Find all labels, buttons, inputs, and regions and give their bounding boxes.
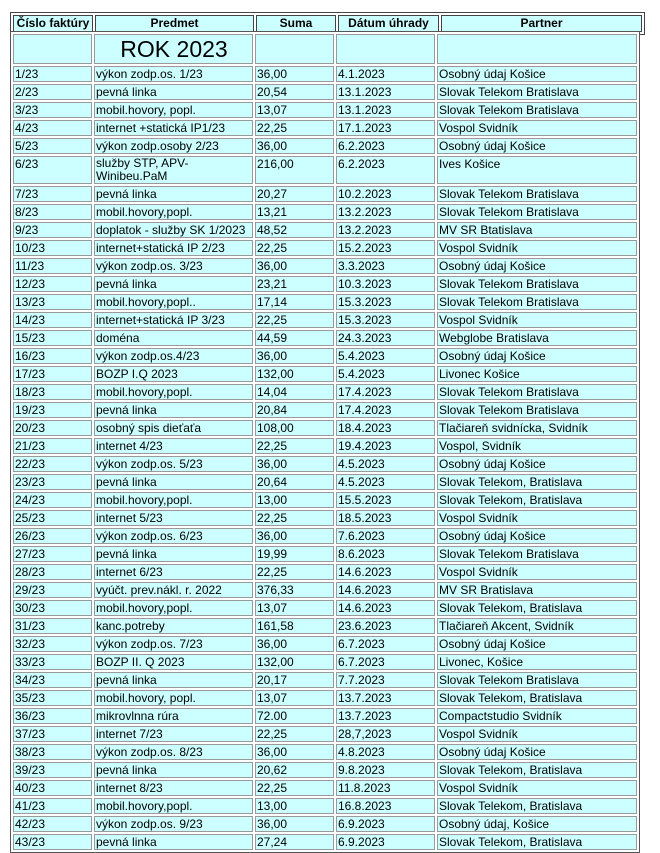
partner-cell: Osobný údaj Košice: [437, 456, 637, 472]
amount-cell: 216,00: [255, 156, 334, 184]
partner-cell: Vospol, Svidník: [437, 438, 637, 454]
payment-date-cell: 17.4.2023: [336, 384, 435, 400]
table-row: [13, 402, 637, 418]
invoice-number-cell: 39/23: [13, 762, 92, 778]
invoice-number-cell: 10/23: [13, 240, 92, 256]
subject-cell: internet +statická IP1/23: [94, 120, 253, 136]
amount-cell: 36,00: [255, 138, 334, 154]
invoice-table: [10, 31, 640, 853]
amount-cell: 17,14: [255, 294, 334, 310]
partner-cell: Vospol Svidník: [437, 312, 637, 328]
table-row: [13, 636, 637, 652]
payment-date-cell: 17.1.2023: [336, 120, 435, 136]
payment-date-cell: 8.6.2023: [336, 546, 435, 562]
subject-cell: pevná linka: [94, 762, 253, 778]
year-empty-cell: [336, 34, 435, 64]
amount-cell: 36,00: [255, 528, 334, 544]
invoice-number-cell: 15/23: [13, 330, 92, 346]
amount-cell: 13,07: [255, 600, 334, 616]
table-row: [13, 528, 637, 544]
payment-date-cell: 24.3.2023: [336, 330, 435, 346]
table-row: [13, 384, 637, 400]
amount-cell: 20,64: [255, 474, 334, 490]
payment-date-cell: 11.8.2023: [336, 780, 435, 796]
invoice-number-cell: 37/23: [13, 726, 92, 742]
invoice-number-cell: 29/23: [13, 582, 92, 598]
table-row: [13, 618, 637, 634]
table-row: [13, 798, 637, 814]
invoice-number-cell: 40/23: [13, 780, 92, 796]
invoice-number-cell: 12/23: [13, 276, 92, 292]
partner-cell: Vospol Svidník: [437, 726, 637, 742]
year-empty-cell: [437, 34, 637, 64]
subject-cell: výkon zodp.os. 3/23: [94, 258, 253, 274]
table-row: [13, 330, 637, 346]
payment-date-cell: 6.9.2023: [336, 816, 435, 832]
payment-date-cell: 19.4.2023: [336, 438, 435, 454]
payment-date-cell: 4.1.2023: [336, 66, 435, 82]
table-row: [13, 366, 637, 382]
partner-cell: Vospol Svidník: [437, 780, 637, 796]
table-row: [13, 546, 637, 562]
invoice-number-cell: 20/23: [13, 420, 92, 436]
partner-cell: Osobný údaj Košice: [437, 258, 637, 274]
subject-cell: mobil.hovory,popl.: [94, 600, 253, 616]
invoice-number-cell: 38/23: [13, 744, 92, 760]
partner-cell: MV SR Bratislava: [437, 582, 637, 598]
subject-cell: mobil.hovory,popl..: [94, 294, 253, 310]
header-amount: Suma: [256, 15, 336, 32]
invoice-number-cell: 35/23: [13, 690, 92, 706]
amount-cell: 13,07: [255, 102, 334, 118]
partner-cell: Slovak Telekom Bratislava: [437, 672, 637, 688]
table-row: [13, 510, 637, 526]
table-row: [13, 204, 637, 220]
payment-date-cell: 14.6.2023: [336, 600, 435, 616]
partner-cell: Osobný údaj Košice: [437, 744, 637, 760]
amount-cell: 36,00: [255, 348, 334, 364]
subject-cell: mikrovlnna rúra: [94, 708, 253, 724]
invoice-number-cell: 13/23: [13, 294, 92, 310]
payment-date-cell: 18.5.2023: [336, 510, 435, 526]
subject-cell: mobil.hovory,popl.: [94, 798, 253, 814]
invoice-number-cell: 2/23: [13, 84, 92, 100]
invoice-number-cell: 42/23: [13, 816, 92, 832]
subject-cell: kanc.potreby: [94, 618, 253, 634]
invoice-number-cell: 14/23: [13, 312, 92, 328]
subject-cell: internet 4/23: [94, 438, 253, 454]
payment-date-cell: 5.4.2023: [336, 348, 435, 364]
partner-cell: Vospol Svidník: [437, 510, 637, 526]
subject-cell: služby STP, APV-Winibeu.PaM: [94, 156, 253, 184]
partner-cell: Slovak Telekom Bratislava: [437, 294, 637, 310]
header-payment-date: Dátum úhrady: [338, 15, 439, 32]
amount-cell: 376,33: [255, 582, 334, 598]
partner-cell: Slovak Telekom, Bratislava: [437, 690, 637, 706]
amount-cell: 36,00: [255, 816, 334, 832]
amount-cell: 13,21: [255, 204, 334, 220]
payment-date-cell: 13.1.2023: [336, 102, 435, 118]
subject-cell: výkon zodp.os.4/23: [94, 348, 253, 364]
payment-date-cell: 3.3.2023: [336, 258, 435, 274]
table-row: [13, 762, 637, 778]
table-row: [13, 600, 637, 616]
invoice-number-cell: 30/23: [13, 600, 92, 616]
subject-cell: pevná linka: [94, 186, 253, 202]
payment-date-cell: 4.5.2023: [336, 456, 435, 472]
partner-cell: Slovak Telekom, Bratislava: [437, 834, 637, 850]
amount-cell: 22,25: [255, 312, 334, 328]
header-partner: Partner: [441, 15, 642, 32]
invoice-number-cell: 21/23: [13, 438, 92, 454]
amount-cell: 36,00: [255, 258, 334, 274]
year-empty-cell: [255, 34, 334, 64]
amount-cell: 72.00: [255, 708, 334, 724]
subject-cell: výkon zodp.os. 1/23: [94, 66, 253, 82]
subject-cell: pevná linka: [94, 834, 253, 850]
subject-cell: výkon zodp.os. 5/23: [94, 456, 253, 472]
subject-cell: pevná linka: [94, 672, 253, 688]
invoice-number-cell: 34/23: [13, 672, 92, 688]
payment-date-cell: 6.7.2023: [336, 636, 435, 652]
table-row: [13, 84, 637, 100]
payment-date-cell: 6.9.2023: [336, 834, 435, 850]
payment-date-cell: 15.3.2023: [336, 294, 435, 310]
payment-date-cell: 28,7,2023: [336, 726, 435, 742]
invoice-number-cell: 22/23: [13, 456, 92, 472]
payment-date-cell: 7.6.2023: [336, 528, 435, 544]
subject-cell: internet+statická IP 2/23: [94, 240, 253, 256]
payment-date-cell: 13.1.2023: [336, 84, 435, 100]
partner-cell: Slovak Telekom Bratislava: [437, 186, 637, 202]
amount-cell: 20,17: [255, 672, 334, 688]
partner-cell: Osobný údaj Košice: [437, 348, 637, 364]
year-label: ROK 2023: [94, 34, 253, 64]
partner-cell: Slovak Telekom, Bratislava: [437, 762, 637, 778]
partner-cell: Slovak Telekom Bratislava: [437, 102, 637, 118]
table-row: [13, 564, 637, 580]
subject-cell: výkon zodp.os. 7/23: [94, 636, 253, 652]
amount-cell: 22,25: [255, 120, 334, 136]
payment-date-cell: 7.7.2023: [336, 672, 435, 688]
table-row: [13, 438, 637, 454]
subject-cell: výkon zodp.os. 6/23: [94, 528, 253, 544]
table-row: [13, 222, 637, 238]
table-row: [13, 102, 637, 118]
payment-date-cell: 13.2.2023: [336, 204, 435, 220]
invoice-number-cell: 23/23: [13, 474, 92, 490]
partner-cell: Slovak Telekom Bratislava: [437, 84, 637, 100]
amount-cell: 13,07: [255, 690, 334, 706]
invoice-number-cell: 7/23: [13, 186, 92, 202]
subject-cell: pevná linka: [94, 276, 253, 292]
amount-cell: 13,00: [255, 798, 334, 814]
payment-date-cell: 6.2.2023: [336, 138, 435, 154]
table-row: [13, 654, 637, 670]
subject-cell: mobil.hovory, popl.: [94, 102, 253, 118]
subject-cell: pevná linka: [94, 474, 253, 490]
payment-date-cell: 15.5.2023: [336, 492, 435, 508]
partner-cell: Slovak Telekom, Bratislava: [437, 798, 637, 814]
table-row: [13, 258, 637, 274]
table-row: [13, 420, 637, 436]
subject-cell: pevná linka: [94, 546, 253, 562]
payment-date-cell: 9.8.2023: [336, 762, 435, 778]
amount-cell: 36,00: [255, 744, 334, 760]
table-row: [13, 294, 637, 310]
table-row: [13, 834, 637, 850]
payment-date-cell: 10.2.2023: [336, 186, 435, 202]
amount-cell: 14,04: [255, 384, 334, 400]
partner-cell: MV SR Btatislava: [437, 222, 637, 238]
partner-cell: Ives Košice: [437, 156, 637, 184]
amount-cell: 22,25: [255, 510, 334, 526]
partner-cell: Livonec, Košice: [437, 654, 637, 670]
subject-cell: BOZP II. Q 2023: [94, 654, 253, 670]
subject-cell: pevná linka: [94, 402, 253, 418]
partner-cell: Slovak Telekom Bratislava: [437, 384, 637, 400]
partner-cell: Compactstudio Svidník: [437, 708, 637, 724]
subject-cell: výkon zodp.os. 8/23: [94, 744, 253, 760]
invoice-number-cell: 25/23: [13, 510, 92, 526]
partner-cell: Slovak Telekom, Bratislava: [437, 492, 637, 508]
table-row: [13, 276, 637, 292]
subject-cell: mobil.hovory, popl.: [94, 690, 253, 706]
payment-date-cell: 15.2.2023: [336, 240, 435, 256]
amount-cell: 27,24: [255, 834, 334, 850]
subject-cell: internet 5/23: [94, 510, 253, 526]
subject-cell: internet 6/23: [94, 564, 253, 580]
partner-cell: Slovak Telekom Bratislava: [437, 546, 637, 562]
header-invoice-number: Číslo faktúry: [13, 15, 93, 32]
invoice-number-cell: 4/23: [13, 120, 92, 136]
invoice-number-cell: 8/23: [13, 204, 92, 220]
invoice-number-cell: 19/23: [13, 402, 92, 418]
invoice-number-cell: 11/23: [13, 258, 92, 274]
partner-cell: Osobný údaj Košice: [437, 636, 637, 652]
invoice-number-cell: 26/23: [13, 528, 92, 544]
invoice-number-cell: 5/23: [13, 138, 92, 154]
invoice-number-cell: 17/23: [13, 366, 92, 382]
amount-cell: 22,25: [255, 726, 334, 742]
amount-cell: 22,25: [255, 438, 334, 454]
amount-cell: 48,52: [255, 222, 334, 238]
table-row: [13, 156, 637, 184]
payment-date-cell: 15.3.2023: [336, 312, 435, 328]
header-subject: Predmet: [95, 15, 254, 32]
invoice-number-cell: 31/23: [13, 618, 92, 634]
year-empty-cell: [13, 34, 92, 64]
invoice-number-cell: 3/23: [13, 102, 92, 118]
invoice-number-cell: 32/23: [13, 636, 92, 652]
subject-cell: pevná linka: [94, 84, 253, 100]
partner-cell: Vospol Svidník: [437, 120, 637, 136]
subject-cell: výkon zodp.os. 9/23: [94, 816, 253, 832]
amount-cell: 36,00: [255, 636, 334, 652]
partner-cell: Slovak Telekom Bratislava: [437, 204, 637, 220]
payment-date-cell: 5.4.2023: [336, 366, 435, 382]
payment-date-cell: 23.6.2023: [336, 618, 435, 634]
partner-cell: Osobný údaj Košice: [437, 66, 637, 82]
payment-date-cell: 4.5.2023: [336, 474, 435, 490]
partner-cell: Webglobe Bratislava: [437, 330, 637, 346]
invoice-number-cell: 16/23: [13, 348, 92, 364]
table-row: [13, 708, 637, 724]
payment-date-cell: 14.6.2023: [336, 564, 435, 580]
amount-cell: 22,25: [255, 780, 334, 796]
table-row: [13, 138, 637, 154]
payment-date-cell: 4.8.2023: [336, 744, 435, 760]
amount-cell: 23,21: [255, 276, 334, 292]
table-row: [13, 120, 637, 136]
table-row: [13, 456, 637, 472]
amount-cell: 161,58: [255, 618, 334, 634]
table-row: [13, 672, 637, 688]
partner-cell: Slovak Telekom, Bratislava: [437, 474, 637, 490]
table-row: [13, 726, 637, 742]
amount-cell: 20,54: [255, 84, 334, 100]
subject-cell: BOZP I.Q 2023: [94, 366, 253, 382]
invoice-number-cell: 33/23: [13, 654, 92, 670]
amount-cell: 44,59: [255, 330, 334, 346]
table-row: [13, 582, 637, 598]
year-row: [13, 34, 637, 64]
amount-cell: 19,99: [255, 546, 334, 562]
amount-cell: 36,00: [255, 66, 334, 82]
invoice-number-cell: 36/23: [13, 708, 92, 724]
amount-cell: 20,62: [255, 762, 334, 778]
table-row: [13, 780, 637, 796]
amount-cell: 132,00: [255, 654, 334, 670]
amount-cell: 132,00: [255, 366, 334, 382]
invoice-number-cell: 43/23: [13, 834, 92, 850]
payment-date-cell: 10.3.2023: [336, 276, 435, 292]
payment-date-cell: 13.7.2023: [336, 690, 435, 706]
invoice-number-cell: 41/23: [13, 798, 92, 814]
subject-cell: vyúčt. prev.nákl. r. 2022: [94, 582, 253, 598]
amount-cell: 22,25: [255, 240, 334, 256]
partner-cell: Tlačiareň svidnícka, Svidník: [437, 420, 637, 436]
table-row: [13, 492, 637, 508]
table-row: [13, 66, 637, 82]
subject-cell: doména: [94, 330, 253, 346]
amount-cell: 108,00: [255, 420, 334, 436]
table-row: [13, 186, 637, 202]
partner-cell: Slovak Telekom Bratislava: [437, 276, 637, 292]
subject-cell: výkon zodp.osoby 2/23: [94, 138, 253, 154]
table-row: [13, 240, 637, 256]
partner-cell: Livonec Košice: [437, 366, 637, 382]
invoice-number-cell: 24/23: [13, 492, 92, 508]
payment-date-cell: 6.2.2023: [336, 156, 435, 184]
subject-cell: internet 7/23: [94, 726, 253, 742]
partner-cell: Osobný údaj, Košice: [437, 816, 637, 832]
table-row: [13, 690, 637, 706]
table-row: [13, 744, 637, 760]
amount-cell: 20,27: [255, 186, 334, 202]
partner-cell: Osobný údaj Košice: [437, 138, 637, 154]
invoice-number-cell: 27/23: [13, 546, 92, 562]
invoice-number-cell: 28/23: [13, 564, 92, 580]
payment-date-cell: 18.4.2023: [336, 420, 435, 436]
payment-date-cell: 16.8.2023: [336, 798, 435, 814]
amount-cell: 36,00: [255, 456, 334, 472]
table-row: [13, 816, 637, 832]
amount-cell: 13,00: [255, 492, 334, 508]
partner-cell: Vospol Svidník: [437, 240, 637, 256]
invoice-number-cell: 18/23: [13, 384, 92, 400]
payment-date-cell: 17.4.2023: [336, 402, 435, 418]
partner-cell: Tlačiareň Akcent, Svidník: [437, 618, 637, 634]
subject-cell: internet+statická IP 3/23: [94, 312, 253, 328]
payment-date-cell: 6.7.2023: [336, 654, 435, 670]
payment-date-cell: 13.2.2023: [336, 222, 435, 238]
invoice-number-cell: 1/23: [13, 66, 92, 82]
subject-cell: mobil.hovory,popl.: [94, 384, 253, 400]
subject-cell: mobil.hovory,popl.: [94, 492, 253, 508]
table-row: [13, 348, 637, 364]
amount-cell: 20,84: [255, 402, 334, 418]
subject-cell: osobný spis dieťaťa: [94, 420, 253, 436]
subject-cell: doplatok - služby SK 1/2023: [94, 222, 253, 238]
partner-cell: Osobný údaj Košice: [437, 528, 637, 544]
subject-cell: internet 8/23: [94, 780, 253, 796]
partner-cell: Slovak Telekom Bratislava: [437, 402, 637, 418]
partner-cell: Vospol Svidník: [437, 564, 637, 580]
payment-date-cell: 14.6.2023: [336, 582, 435, 598]
invoice-number-cell: 6/23: [13, 156, 92, 184]
subject-cell: mobil.hovory,popl.: [94, 204, 253, 220]
payment-date-cell: 13.7.2023: [336, 708, 435, 724]
invoice-number-cell: 9/23: [13, 222, 92, 238]
table-row: [13, 474, 637, 490]
amount-cell: 22,25: [255, 564, 334, 580]
table-row: [13, 312, 637, 328]
partner-cell: Slovak Telekom, Bratislava: [437, 600, 637, 616]
header-row: [13, 15, 642, 32]
